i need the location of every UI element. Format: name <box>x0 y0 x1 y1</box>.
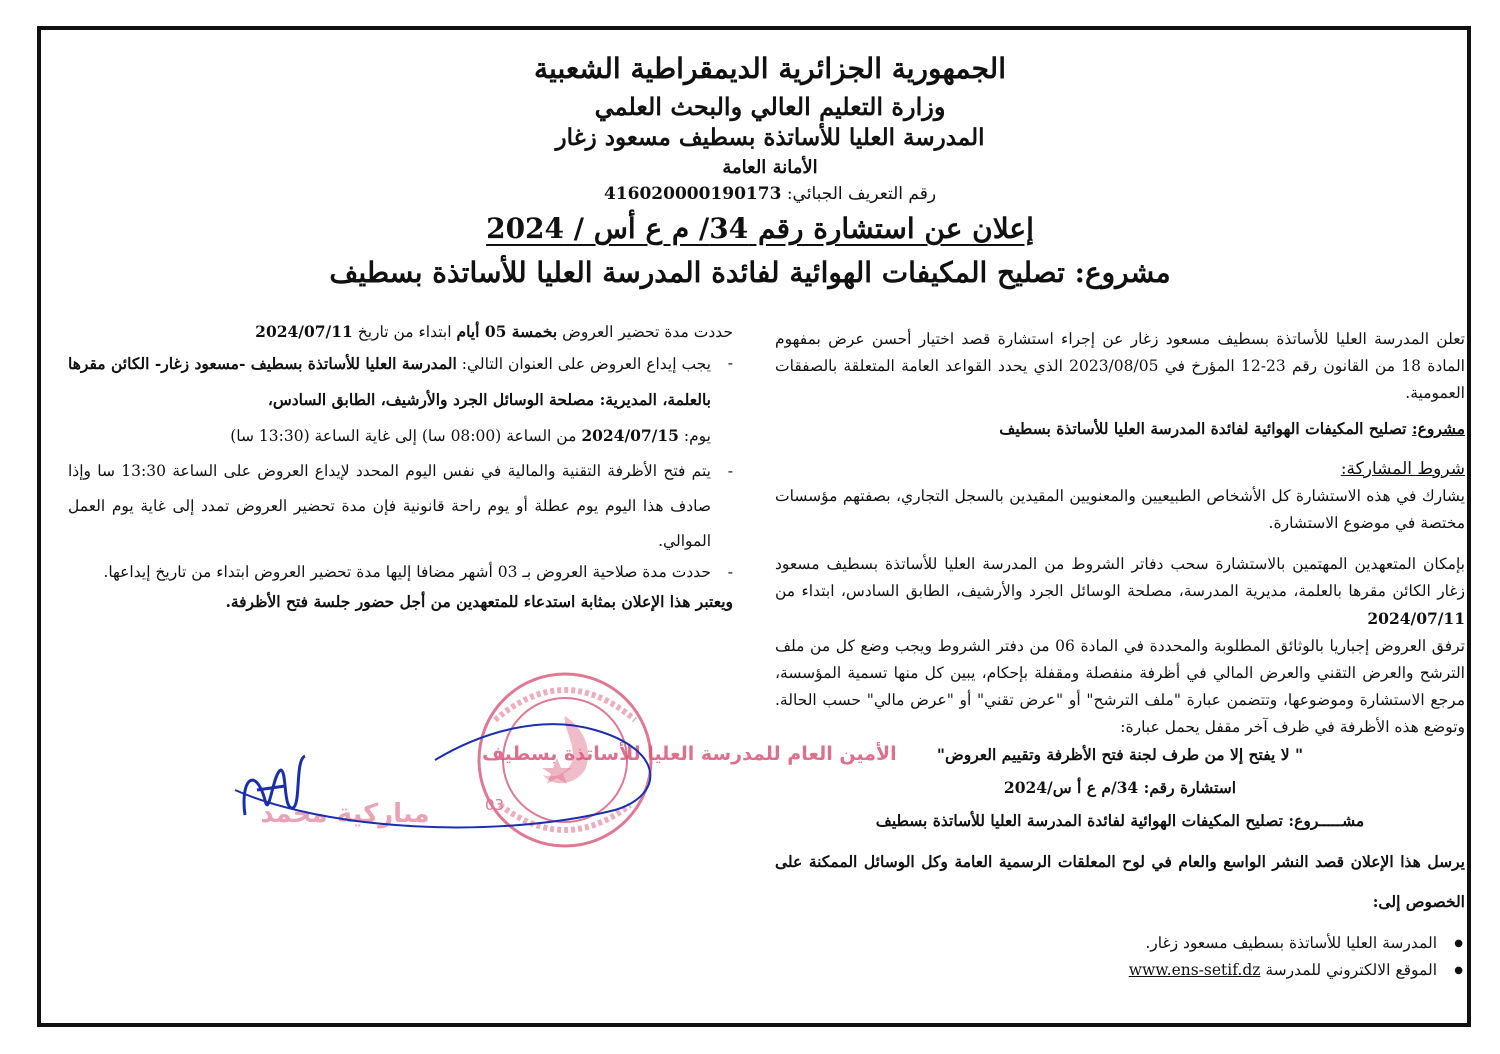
website-link[interactable]: www.ens-setif.dz <box>1128 961 1261 979</box>
conditions-paragraph: يشارك في هذه الاستشارة كل الأشخاص الطبيعيين والمعنويين المقيدين بالسجل التجاري، بصفتهم مؤسسات مختصة في موضوع الاستشارة. <box>775 487 1465 532</box>
conditions-list <box>68 346 733 586</box>
validity-item: - حددت مدة صلاحية العروض بـ 03 أشهر مضافا إليها مدة تحضير العروض ابتداء من تاريخ إيداعها. <box>68 559 711 586</box>
seal-number: 03 <box>485 796 505 814</box>
withdrawal-paragraph <box>775 551 1465 633</box>
consultation-value: 34/م ع أ س/2024 <box>1003 778 1139 797</box>
tax-id-line <box>370 184 1170 204</box>
withdrawal-date: 2024/07/11 <box>1367 609 1465 628</box>
tax-id-label: رقم التعريف الجبائي: <box>786 184 937 204</box>
project-repeat-line <box>775 807 1465 834</box>
school-heading: المدرسة العليا للأساتذة بسطيف مسعود زغار <box>555 124 985 151</box>
duration-date: 2024/07/11 <box>255 322 353 341</box>
republic-heading: الجمهورية الجزائرية الديمقراطية الشعبية <box>533 52 1006 85</box>
right-column <box>775 326 1465 984</box>
project-repeat-text: تصليح المكيفات الهوائية لفائدة المدرسة العليا للأساتذة بسطيف <box>875 811 1283 830</box>
duration-days: بخمسة 05 أيام <box>456 322 558 341</box>
consultation-label: استشارة رقم: <box>1143 778 1237 797</box>
deposit-item <box>68 346 711 454</box>
ministry-heading: وزارة التعليم العالي والبحث العلمي <box>594 92 946 121</box>
project-line <box>775 415 1465 442</box>
publish-paragraph: يرسل هذا الإعلان قصد النشر الواسع والعام في لوح المعلقات الرسمية العامة وكل الوسائل الممكنة على الخصوص إلى: <box>775 852 1465 911</box>
project-subtitle: مشروع: تصليح المكيفات الهوائية لفائدة المدرسة العليا للأساتذة بسطيف <box>329 256 1171 289</box>
left-column <box>68 318 733 615</box>
intro-paragraph: تعلن المدرسة العليا للأساتذة بسطيف مسعود زغار عن إجراء استشارة قصد اختيار أحسن عرض بمفهوم المادة 18 من القانون رقم 23-12 المؤرخ في 2023/08/05 الذي يحدد القواعد العامة المتعلقة بالصفقات العمومية. <box>775 330 1465 402</box>
duration-mid: ابتداء من تاريخ <box>357 323 452 341</box>
duration-pre: حددت مدة تحضير العروض <box>562 323 733 341</box>
project-label: مشروع: <box>1411 419 1465 438</box>
signatory-name: مباركية محمد <box>260 799 430 829</box>
opening-item: - يتم فتح الأظرفة التقنية والمالية في نفس اليوم المحدد لإيداع العروض على الساعة 13:30 سا وإذا صادف هذا اليوم يوم عطلة أو يوم راحة قانونية فإن مدة تحضير العروض تمدد إلى غاية يوم العمل الموالي. <box>68 454 711 559</box>
official-stamp-and-signature <box>165 660 897 860</box>
duration-paragraph <box>68 318 733 346</box>
convocation-note: ويعتبر هذا الإعلان بمثابة استدعاء للمتعهدين من أجل حضور جلسة فتح الأظرفة. <box>225 592 733 611</box>
publish-list-item: ● المدرسة العليا للأساتذة بسطيف مسعود زغار. <box>775 930 1437 957</box>
secretariat-heading: الأمانة العامة <box>722 157 818 178</box>
envelope-quote: " لا يفتح إلا من طرف لجنة فتح الأظرفة وتقييم العروض" <box>936 745 1304 764</box>
deposit-address: المدرسة العليا للأساتذة بسطيف -مسعود زغار- الكائن مقرها بالعلمة، المديرية: مصلحة الوسائل الجرد والأرشيف، الطابق السادس، <box>68 354 711 409</box>
project-repeat-label: مشـــــروع: <box>1288 811 1365 830</box>
deposit-pre: يجب إيداع العروض على العنوان التالي: <box>461 355 711 373</box>
publish-list <box>775 930 1465 984</box>
tax-id-value: 416020000190173 <box>603 184 782 204</box>
deposit-day-label: يوم: <box>683 427 711 445</box>
announcement-title: إعلان عن استشارة رقم 34/ م ع أس / 2024 <box>486 212 1034 245</box>
withdrawal-text: بإمكان المتعهدين المهتمين بالاستشارة سحب دفاتر الشروط من المدرسة العليا للأساتذة بسطيف مسعود زغار الكائن مقرها بالعلمة، مديرية المدرسة، مصلحة الوسائل الجرد والأرشيف، الطابق السادس، ابتداء من <box>775 555 1465 600</box>
consultation-number-line <box>775 774 1465 801</box>
project-text: تصليح المكيفات الهوائية لفائدة المدرسة العليا للأساتذة بسطيف <box>999 419 1407 438</box>
deposit-date: 2024/07/15 <box>581 426 679 445</box>
deposit-time: من الساعة (08:00 سا) إلى غاية الساعة (13:30 سا) <box>230 427 577 445</box>
envelope-paragraph: ترفق العروض إجباريا بالوثائق المطلوبة والمحددة في المادة 06 من دفتر الشروط ويجب وضع كل من ملف الترشح والعرض التقني والعرض المالي في أظرفة منفصلة ومقفلة بإحكام، يبين كل منها تسمية المؤسسة، مرجع الاستشارة وموضوعها، وتتضمن عبارة "ملف الترشح" أو "عرض تقني" أو "عرض مالي" حسب الحالة. وتوضع هذه الأظرفة في ظرف آخر مقفل يحمل عبارة: <box>775 637 1465 736</box>
conditions-title: شروط المشاركة: <box>1340 459 1465 479</box>
signatory-title: الأمين العام للمدرسة العليا للأساتذة بسطيف <box>482 743 897 765</box>
website-label: الموقع الالكتروني للمدرسة <box>1265 961 1437 979</box>
publish-list-item <box>775 957 1437 984</box>
